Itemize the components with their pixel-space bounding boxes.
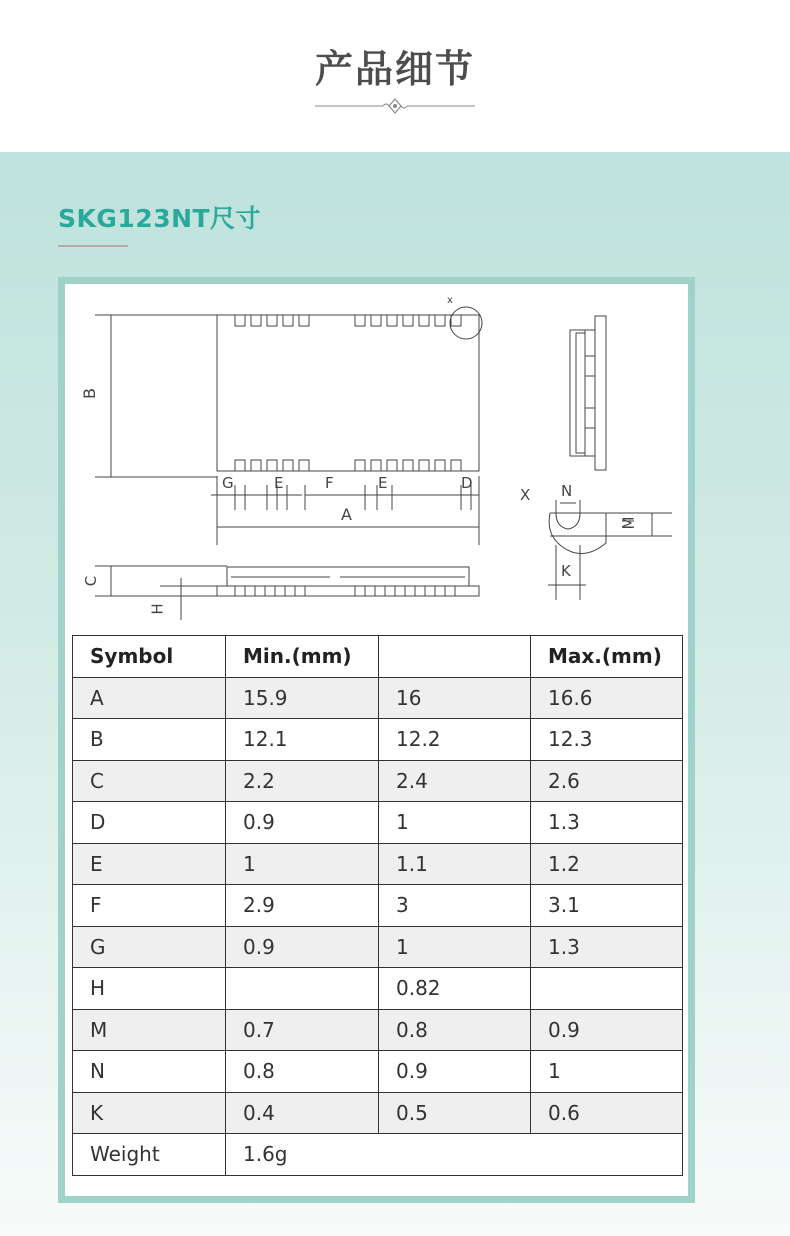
- cell-min: 0.4: [226, 1092, 379, 1134]
- label-b: B: [79, 388, 99, 399]
- cell-typ: 16: [379, 677, 531, 719]
- table-row: [73, 1051, 683, 1093]
- cell-min: 0.7: [226, 1009, 379, 1051]
- label-m: M: [619, 516, 638, 530]
- cell-weight-value: 1.6g: [226, 1134, 683, 1176]
- header-max: Max.(mm): [531, 636, 683, 678]
- cell-max: 12.3: [531, 719, 683, 761]
- cell-max: 3.1: [531, 885, 683, 927]
- cell-min: 0.9: [226, 926, 379, 968]
- cell-min: 15.9: [226, 677, 379, 719]
- cell-typ: 12.2: [379, 719, 531, 761]
- section-title: SKG123NT尺寸: [58, 204, 262, 233]
- header-min: Min.(mm): [226, 636, 379, 678]
- label-e2: E: [378, 474, 388, 492]
- cell-typ: 0.9: [379, 1051, 531, 1093]
- label-x-small: x: [447, 295, 453, 306]
- table-row: [73, 926, 683, 968]
- label-a: A: [341, 505, 352, 524]
- cell-max: 1.3: [531, 926, 683, 968]
- table-header-row: [73, 636, 683, 678]
- table-row-weight: [73, 1134, 683, 1176]
- cell-typ: 0.82: [379, 968, 531, 1010]
- cell-symbol: C: [73, 760, 226, 802]
- cell-max: 1.3: [531, 802, 683, 844]
- cell-symbol: M: [73, 1009, 226, 1051]
- cell-max: 2.6: [531, 760, 683, 802]
- cell-max: 1.2: [531, 843, 683, 885]
- cell-min: 1: [226, 843, 379, 885]
- cell-max: 16.6: [531, 677, 683, 719]
- top-pads: [235, 315, 461, 326]
- label-n: N: [561, 482, 573, 500]
- label-d: D: [461, 474, 473, 492]
- table-row: [73, 885, 683, 927]
- cell-typ: 3: [379, 885, 531, 927]
- cell-symbol: A: [73, 677, 226, 719]
- cell-symbol: K: [73, 1092, 226, 1134]
- cell-max: 0.9: [531, 1009, 683, 1051]
- cell-symbol: E: [73, 843, 226, 885]
- cell-max: 1: [531, 1051, 683, 1093]
- table-row: [73, 760, 683, 802]
- table-row: [73, 1009, 683, 1051]
- cell-symbol: G: [73, 926, 226, 968]
- label-k: K: [561, 562, 571, 580]
- cell-symbol: N: [73, 1051, 226, 1093]
- cell-min: 2.9: [226, 885, 379, 927]
- page-title: 产品细节: [314, 47, 475, 91]
- cell-typ: 1.1: [379, 843, 531, 885]
- header-symbol: Symbol: [73, 636, 226, 678]
- label-g: G: [222, 474, 234, 492]
- cell-symbol: H: [73, 968, 226, 1010]
- cell-min: 12.1: [226, 719, 379, 761]
- bottom-pads: [235, 460, 461, 471]
- cell-symbol: D: [73, 802, 226, 844]
- table-row: [73, 677, 683, 719]
- cell-symbol: F: [73, 885, 226, 927]
- table-row: [73, 843, 683, 885]
- cell-typ: 0.5: [379, 1092, 531, 1134]
- cell-min: [226, 968, 379, 1010]
- cell-min: 2.2: [226, 760, 379, 802]
- label-x: X: [520, 486, 531, 504]
- header-typ: [379, 636, 531, 678]
- table-row: [73, 719, 683, 761]
- cell-weight-label: Weight: [73, 1134, 226, 1176]
- cell-typ: 0.8: [379, 1009, 531, 1051]
- cell-typ: 2.4: [379, 760, 531, 802]
- cell-max: [531, 968, 683, 1010]
- label-e1: E: [274, 474, 284, 492]
- table-row: [73, 968, 683, 1010]
- cell-typ: 1: [379, 926, 531, 968]
- cell-min: 0.9: [226, 802, 379, 844]
- cell-typ: 1: [379, 802, 531, 844]
- cell-symbol: B: [73, 719, 226, 761]
- table-row: [73, 1092, 683, 1134]
- cell-max: 0.6: [531, 1092, 683, 1134]
- dimension-table: [72, 635, 683, 1176]
- cell-min: 0.8: [226, 1051, 379, 1093]
- label-h: H: [148, 603, 167, 615]
- table-row: [73, 802, 683, 844]
- label-c: C: [82, 575, 101, 587]
- label-f: F: [325, 474, 334, 492]
